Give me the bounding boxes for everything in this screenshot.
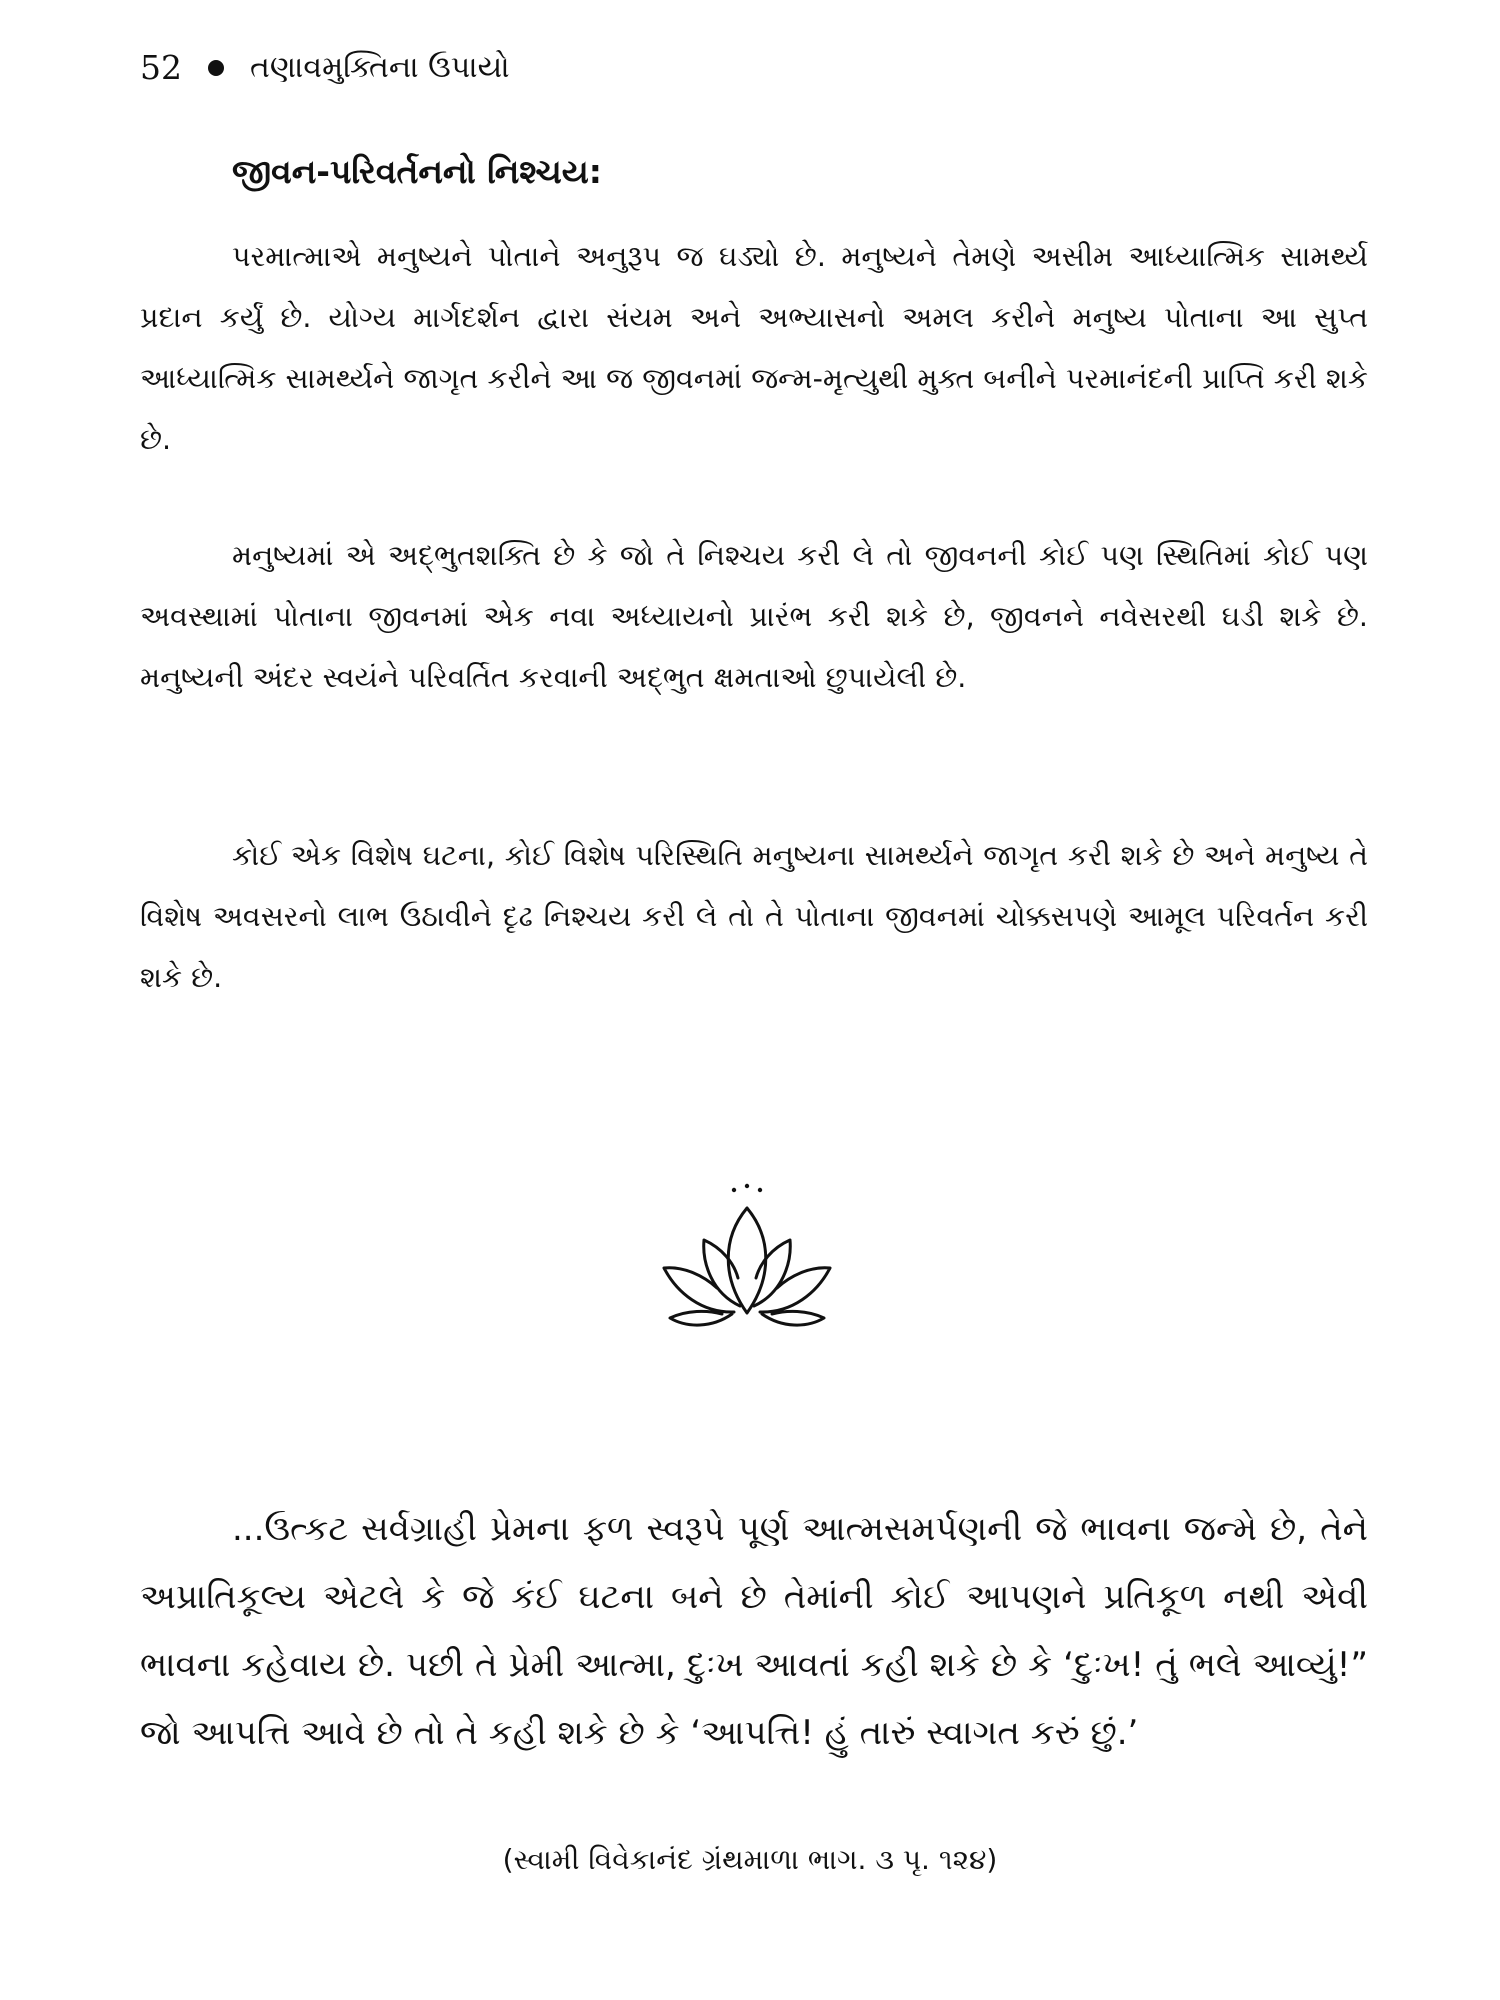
paragraph-text: મનુષ્યમાં એ અદ્ભુતશક્તિ છે કે જો તે નિશ્ચય કરી લે તો જીવનની કોઈ પણ સ્થિતિમાં કોઈ પણ અવસ્થામાં પોતાના જીવનમાં એક નવા અધ્યાયનો પ્રારંભ કરી શકે છે, જીવનને નવેસરથી ઘડી શકે છે. મનુષ્યની અંદર સ્વયંને પરિવર્તિત કરવાની અદ્ભુત ક્ષમતાઓ છુપાયેલી છે. <box>140 539 1368 694</box>
page-number: 52 <box>140 48 182 87</box>
bullet-dot-icon <box>208 60 224 76</box>
body-paragraph-2 <box>140 525 1368 708</box>
paragraph-text: પરમાત્માએ મનુષ્યને પોતાને અનુરૂપ જ ઘડ્યો છે. મનુષ્યને તેમણે અસીમ આધ્યાત્મિક સામર્થ્ય પ્રદાન કર્યું છે. યોગ્ય માર્ગદર્શન દ્વારા સંયમ અને અભ્યાસનો અમલ કરીને મનુષ્ય પોતાના આ સુપ્ત આધ્યાત્મિક સામર્થ્યને જાગૃત કરીને આ જ જીવનમાં જન્મ-મૃત્યુથી મુક્ત બનીને પરમાનંદની પ્રાપ્તિ કરી શકે છે. <box>140 240 1368 456</box>
quote-text: ...ઉત્કટ સર્વગ્રાહી પ્રેમના ફળ સ્વરૂપે પૂર્ણ આત્મસમર્પણની જે ભાવના જન્મે છે, તેને અપ્રાતિકૂલ્ય એટલે કે જે કંઈ ઘટના બને છે તેમાંની કોઈ આપણને પ્રતિકૂળ નથી એવી ભાવના કહેવાય છે. પછી તે પ્રેમી આત્મા, દુઃખ આવતાં કહી શકે છે કે ‘દુઃખ! તું ભલે આવ્યું!” જો આપત્તિ આવે છે તો તે કહી શકે છે કે ‘આપત્તિ! હું તારું સ્વાગત કરું છું.’ <box>140 1509 1368 1753</box>
body-paragraph-1 <box>140 226 1368 470</box>
running-title: તણાવમુક્તિના ઉપાયો <box>250 50 510 85</box>
body-paragraph-3 <box>140 825 1368 1008</box>
paragraph-text: કોઈ એક વિશેષ ઘટના, કોઈ વિશેષ પરિસ્થિતિ મનુષ્યના સામર્થ્યને જાગૃત કરી શકે છે અને મનુષ્ય તે વિશેષ અવસરનો લાભ ઉઠાવીને દૃઢ નિશ્ચય કરી લે તો તે પોતાના જીવનમાં ચોક્કસપણે આમૂલ પરિવર્તન કરી શકે છે. <box>140 839 1368 994</box>
section-title: જીવન-પરિવર્તનનો નિશ્ચય: <box>232 152 602 191</box>
quote-source: (સ્વામી વિવેકાનંદ ગ્રંથમાળા ભાગ. ૩ પૃ. ૧૨૪) <box>502 1843 998 1876</box>
lotus-icon <box>642 1178 852 1338</box>
page-header <box>140 48 510 87</box>
